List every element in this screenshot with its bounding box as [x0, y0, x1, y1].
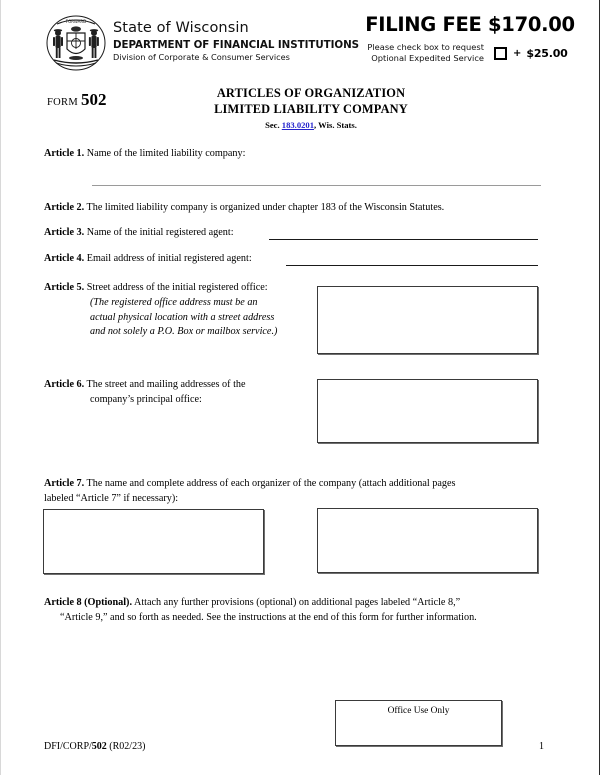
plus-sign: +	[513, 47, 522, 59]
article-3	[44, 226, 234, 241]
article-2-label: Article 2.	[44, 202, 85, 213]
footer-doc-prefix: DFI/CORP/	[44, 741, 92, 752]
article-5-heading	[44, 281, 319, 296]
article-6-text-line-1: The street and mailing addresses of the	[86, 379, 246, 390]
article-1-text: Name of the limited liability company:	[86, 148, 246, 159]
article-6-label: Article 6.	[44, 379, 85, 390]
document-title-line-1: ARTICLES OF ORGANIZATION	[216, 86, 406, 100]
article-8-label: Article 8 (Optional).	[44, 597, 132, 608]
article-1-label: Article 1.	[44, 148, 85, 159]
article-7-text-line-2: labeled “Article 7” if necessary):	[44, 492, 179, 504]
article-8-text-line-1: Attach any further provisions (optional) on additional pages labeled “Article 8,”	[133, 597, 461, 608]
statute-suffix: , Wis. Stats.	[314, 120, 357, 130]
expedited-fee-amount: $25.00	[526, 46, 568, 60]
filing-fee-title: FILING FEE $170.00	[365, 13, 575, 36]
form-number-block	[47, 90, 106, 110]
article-4-label: Article 4.	[44, 253, 85, 264]
article-7-block	[44, 478, 456, 489]
article-6	[44, 378, 319, 408]
article-6-heading	[44, 378, 319, 393]
article-5	[44, 281, 319, 340]
wisconsin-state-seal-icon	[45, 13, 107, 73]
office-use-only-box[interactable]	[335, 700, 502, 746]
article-7-label: Article 7.	[44, 478, 85, 489]
article-4-input-line[interactable]	[286, 265, 538, 266]
article-3-text: Name of the initial registered agent:	[86, 227, 234, 238]
article-4	[44, 252, 252, 267]
article-5-note-line-3: and not solely a P.O. Box or mailbox service.)	[90, 326, 278, 338]
agency-state-name: State of Wisconsin	[113, 20, 249, 36]
filing-fee-block	[356, 13, 584, 64]
expedited-note-line-1: Please check box to request	[367, 42, 484, 52]
expedited-checkbox-group[interactable]	[494, 47, 568, 60]
article-1-input-line[interactable]	[92, 185, 541, 186]
article-5-address-box[interactable]	[317, 286, 538, 354]
expedited-note-line-2: Optional Expedited Service	[371, 53, 484, 64]
expedited-service-note	[356, 42, 484, 64]
empty-checkbox-icon[interactable]	[494, 47, 507, 60]
footer-document-id	[44, 741, 145, 752]
document-title-line-2: LIMITED LIABILITY COMPANY	[214, 101, 408, 116]
expedited-service-row	[356, 42, 584, 64]
article-6-address-box[interactable]	[317, 379, 538, 443]
statute-citation	[151, 120, 471, 130]
article-2	[44, 201, 564, 216]
office-use-only-label: Office Use Only	[387, 706, 450, 716]
article-2-text: The limited liability company is organized under chapter 183 of the Wisconsin Statutes.	[86, 202, 445, 213]
article-5-label: Article 5.	[44, 282, 85, 293]
article-7-organizer-box-right[interactable]	[317, 508, 538, 573]
article-8-block	[44, 597, 460, 608]
article-7-organizer-box-left[interactable]	[43, 509, 264, 574]
article-8	[44, 596, 549, 626]
agency-division-name: Division of Corporate & Consumer Services	[113, 52, 290, 63]
footer-revision: (R02/23)	[106, 741, 146, 752]
statute-prefix: Sec.	[265, 120, 282, 130]
article-3-label: Article 3.	[44, 227, 85, 238]
statute-link[interactable]: 183.0201	[281, 120, 315, 130]
svg-text:FORWARD: FORWARD	[65, 19, 87, 24]
article-7-text-line-1: The name and complete address of each organizer of the company (attach additional pages	[86, 478, 456, 489]
article-7	[44, 477, 544, 507]
article-5-note-line-2: actual physical location with a street address	[90, 311, 275, 323]
document-title-block	[151, 86, 471, 130]
article-8-text-line-2: “Article 9,” and so forth as needed. See the instructions at the end of this form for further information.	[60, 611, 477, 623]
article-6-text-line-2: company’s principal office:	[90, 393, 202, 405]
footer-doc-number: 502	[91, 741, 107, 752]
article-5-note-line-1: (The registered office address must be an	[90, 296, 258, 308]
page-header	[1, 0, 600, 80]
article-3-input-line[interactable]	[269, 239, 538, 240]
agency-name-block	[113, 20, 359, 63]
form-number-value: 502	[80, 90, 107, 109]
article-5-text: Street address of the initial registered office:	[86, 282, 268, 293]
form-label: FORM	[47, 97, 78, 108]
article-4-text: Email address of initial registered agent:	[86, 253, 252, 264]
agency-department-name: DEPARTMENT OF FINANCIAL INSTITUTIONS	[113, 39, 360, 52]
page-number: 1	[539, 741, 544, 752]
article-1	[44, 147, 544, 162]
